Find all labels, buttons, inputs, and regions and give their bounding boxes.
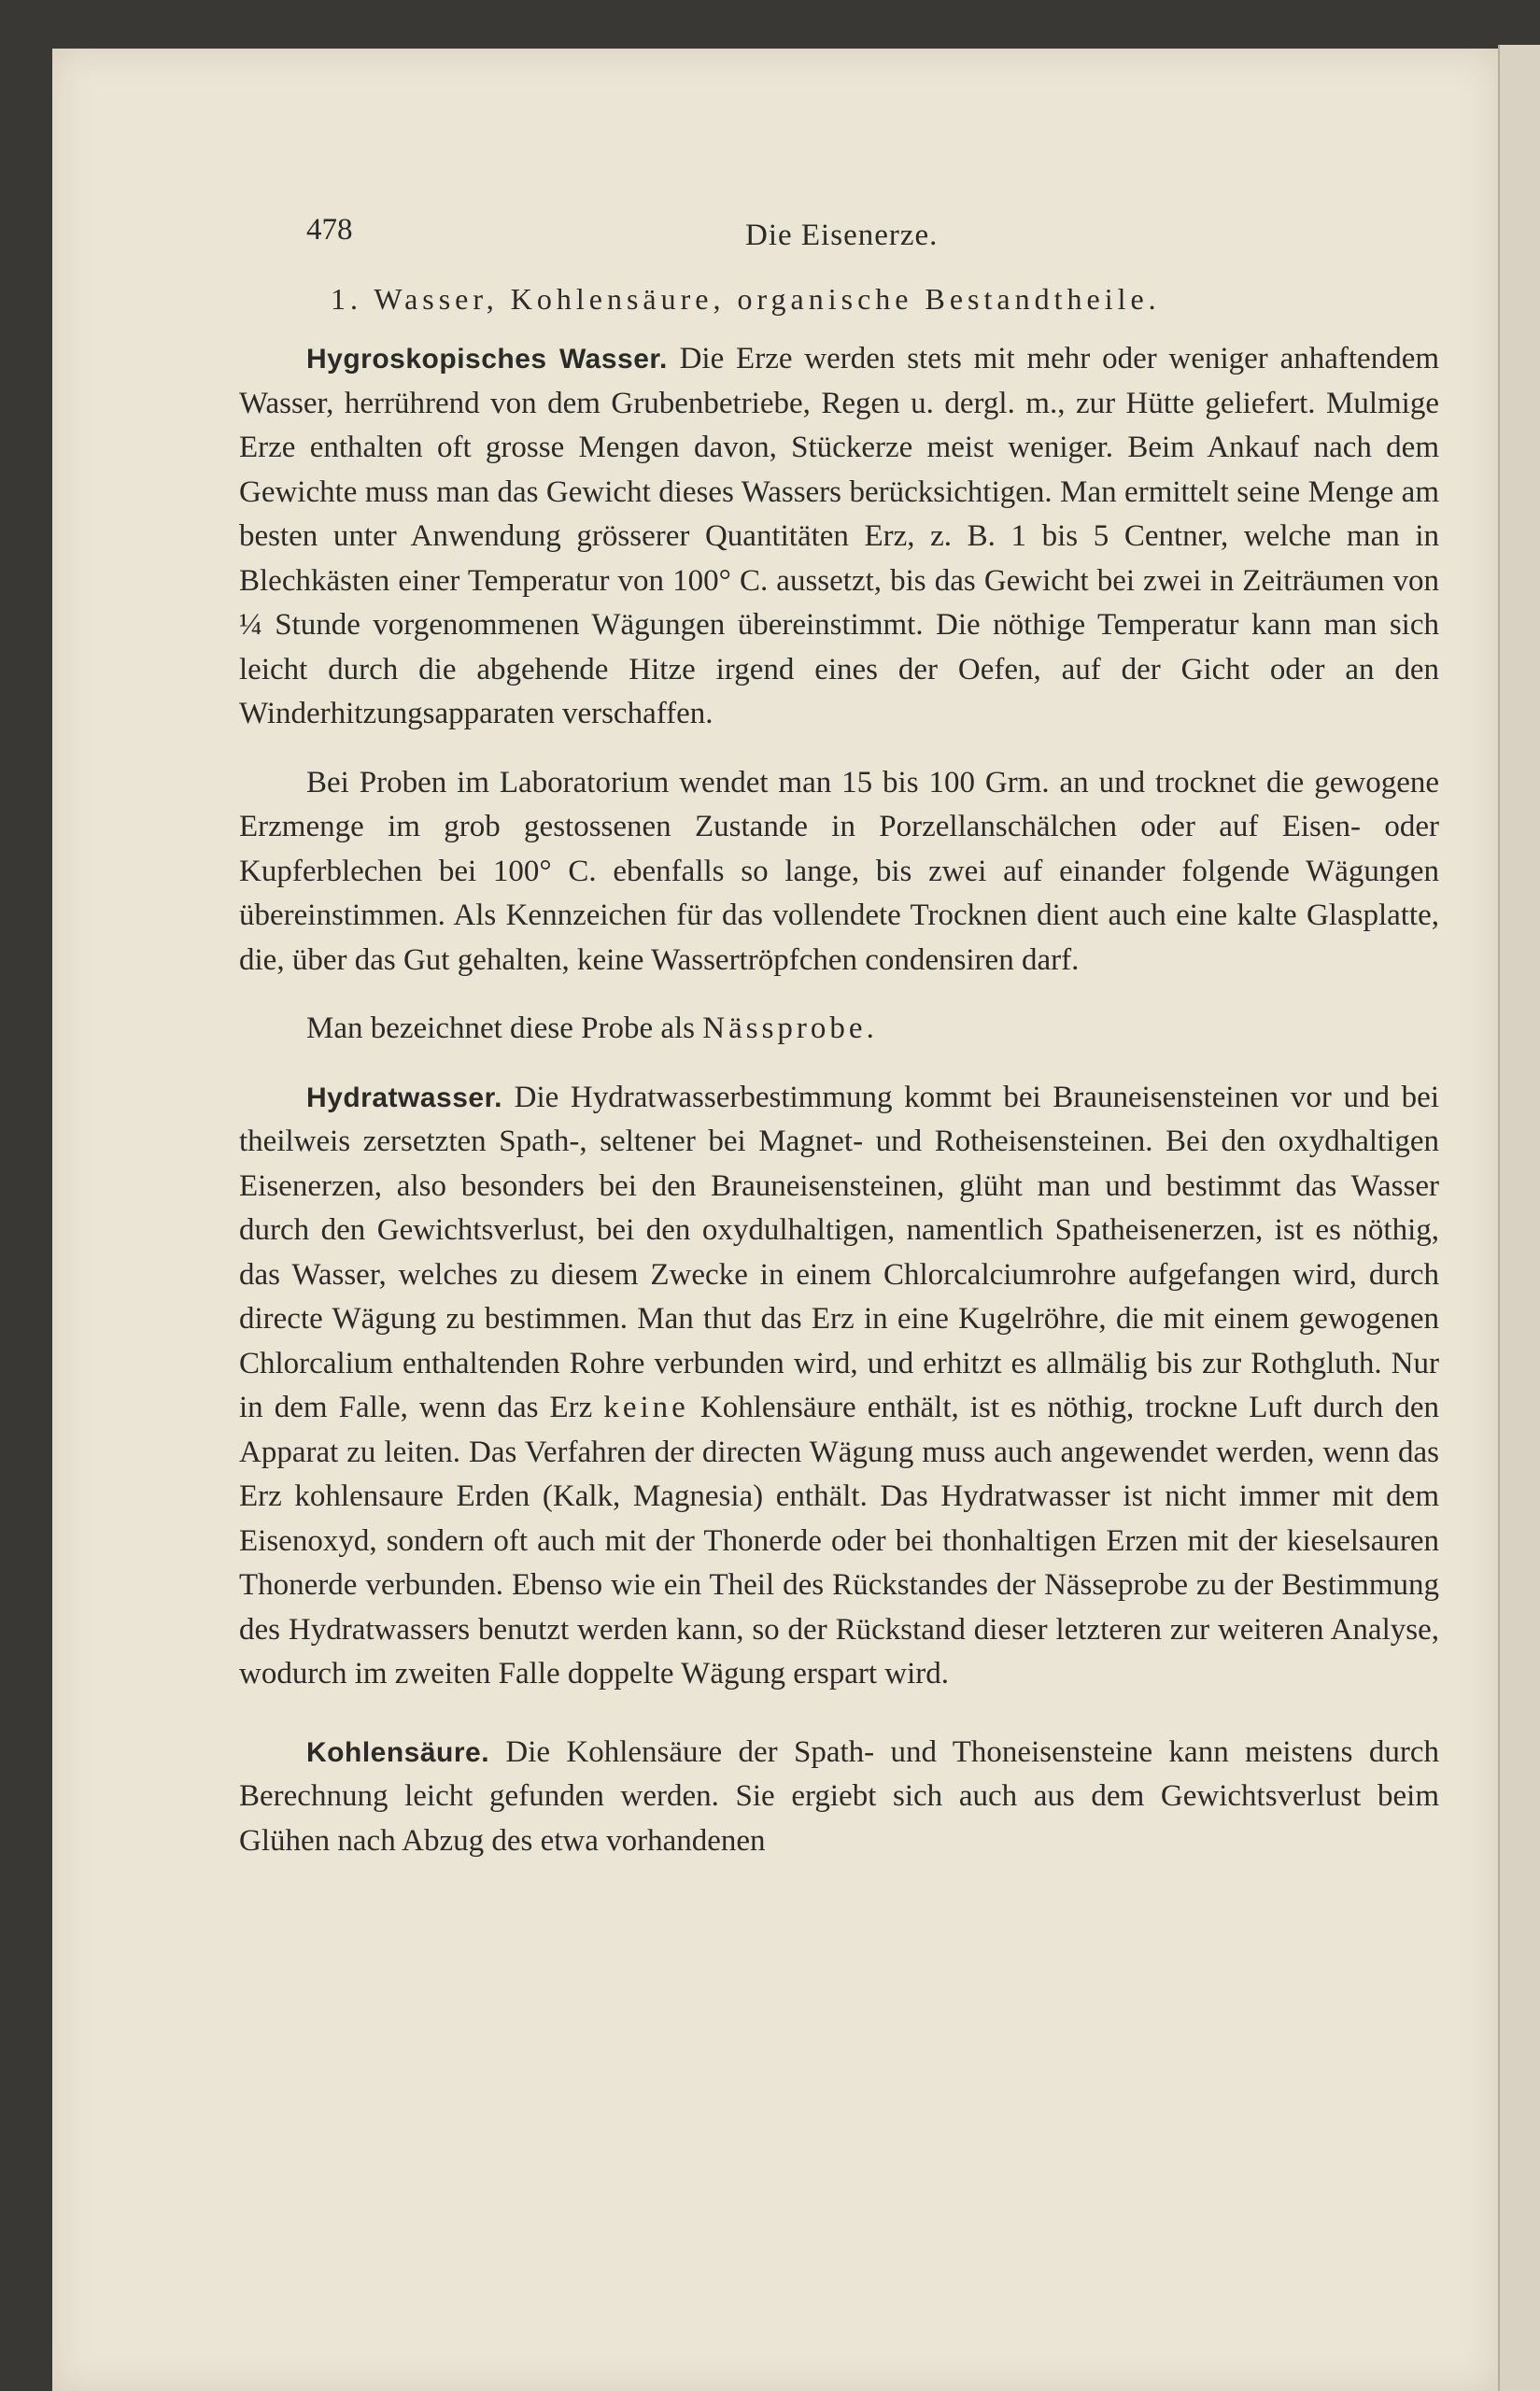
lead-hydratwasser: Hydratwasser. <box>306 1082 502 1113</box>
paragraph-kohlensaeure <box>239 1731 1439 1864</box>
text-hydratwasser-after: Kohlensäure enthält, ist es nöthig, trockne Luft durch den Apparat zu leiten. Das Verfahren der directen Wägung muss auch angewendet werden, wenn das Erz kohlensaure Erden (Kalk, Magnesia) enthält. Das Hydratwasser ist nicht immer mit dem Eisenoxyd, sondern oft auch mit der Thonerde oder bei thonhaltigen Erzen mit der kieselsauren Thonerde verbunden. Ebenso wie ein Theil des Rückstandes der Nässeprobe zu der Bestimmung des Hydratwassers benutzt werden kann, so der Rückstand dieser letzteren zur weiteren Analyse, wodurch im zweiten Falle doppelte Wägung erspart wird. <box>239 1391 1440 1691</box>
paragraph-naessprobe <box>239 1007 1439 1052</box>
text-hygroskopisch: Die Erze werden stets mit mehr oder weniger anhaftendem Wasser, herrührend von dem Grubenbetriebe, Regen u. dergl. m., zur Hütte geliefert. Mulmige Erze enthalten oft grosse Mengen davon, Stückerze meist weniger. Beim Ankauf nach dem Gewichte muss man das Gewicht dieses Wassers berücksichtigen. Man ermittelt seine Menge am besten unter Anwendung grösserer Quantitäten Erz, z. B. 1 bis 5 Centner, welche man in Blechkästen einer Temperatur von 100° C. aussetzt, bis das Gewicht bei zwei in Zeiträumen von ¼ Stunde vorgenommenen Wägungen übereinstimmt. Die nöthige Temperatur kann man sich leicht durch die abgehende Hitze irgend eines der Oefen, auf der Gicht oder an den Winderhitzungsapparaten verschaffen. <box>239 342 1440 730</box>
text-hydratwasser-before: Die Hydratwasserbestimmung kommt bei Brauneisensteinen vor und bei theilweis zersetzten Spath-, seltener bei Magnet- und Rotheisensteinen. Bei den oxydhaltigen Eisenerzen, also besonders bei den Brauneisensteinen, glüht man und bestimmt das Wasser durch den Gewichtsverlust, bei den oxydulhaltigen, namentlich Spatheisenerzen, ist es nöthig, das Wasser, welches zu diesem Zwecke in einem Chlorcalciumrohre aufgefangen wird, durch directe Wägung zu bestimmen. Man thut das Erz in eine Kugelröhre, die mit einem gewogenen Chlorcalium enthaltenden Rohre verbunden wird, und erhitzt es allmälig bis zur Rothgluth. Nur in dem Falle, wenn das Erz <box>239 1080 1439 1424</box>
page-number: 478 <box>306 213 353 247</box>
text-naessprobe-before: Man bezeichnet diese Probe als <box>306 1012 696 1045</box>
adjacent-page-edge <box>1498 45 1540 2391</box>
text-kohlensaeure: Die Kohlensäure der Spath- und Thoneisensteine kann meistens durch Berechnung leicht gefunden werden. Sie ergiebt sich auch aus dem Gewichtsverlust beim Glühen nach Abzug des etwa vorhandenen <box>239 1734 1440 1858</box>
lead-hygroskopisch: Hygroskopisches Wasser. <box>306 344 668 375</box>
text-laboratorium: Bei Proben im Laboratorium wendet man 15 bis 100 Grm. an und trocknet die gewogene Erzmenge im grob gestossenen Zustande in Porzellanschälchen oder auf Eisen- oder Kupferblechen bei 100° C. ebenfalls so lange, bis zwei auf einander folgende Wägungen übereinstimmen. Als Kennzeichen für das vollendete Trocknen dient auch eine kalte Glasplatte, die, über das Gut gehalten, keine Wassertröpfchen condensiren darf. <box>239 765 1439 977</box>
lead-kohlensaeure: Kohlensäure. <box>306 1736 490 1768</box>
paragraph-laboratorium <box>239 761 1439 983</box>
book-page <box>52 49 1498 2391</box>
page-text <box>239 161 1439 1863</box>
emph-keine: keine <box>603 1391 689 1424</box>
paragraph-hydratwasser <box>239 1076 1439 1697</box>
term-naessprobe: Nässprobe <box>702 1012 867 1045</box>
page-header <box>239 161 1439 252</box>
section-title: 1. Wasser, Kohlensäure, organische Bestandtheile. <box>331 282 1161 316</box>
running-title: Die Eisenerze. <box>745 219 939 252</box>
paragraph-hygroskopisch <box>239 337 1439 737</box>
text-naessprobe-after: . <box>866 1012 874 1045</box>
